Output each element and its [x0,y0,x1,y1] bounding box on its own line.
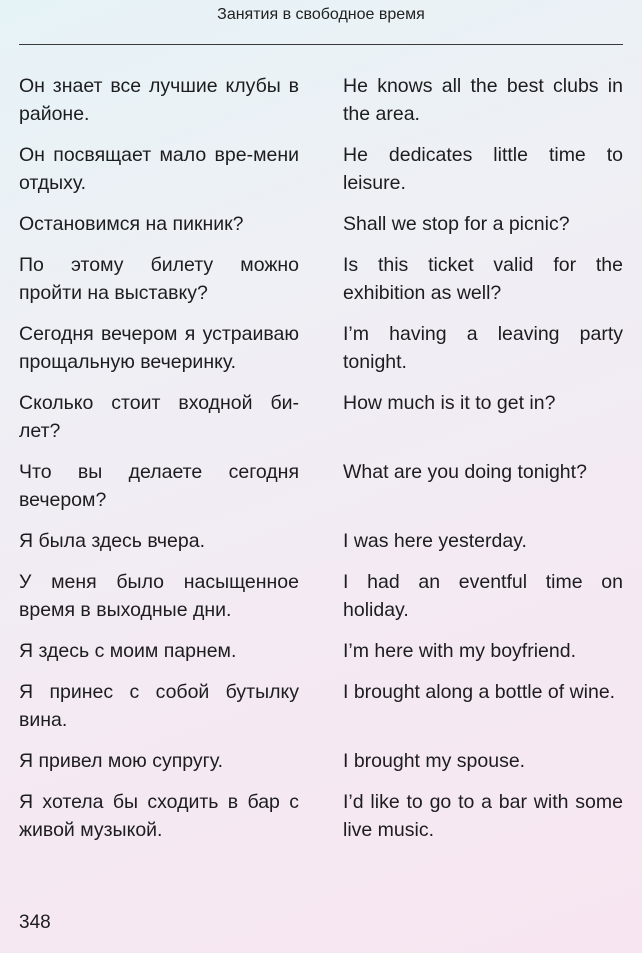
phrase-row [19,141,623,197]
phrase-row [19,568,623,624]
russian-phrase: Сколько стоит входной би-лет? [19,392,299,442]
russian-phrase: Он знает все лучшие клубы в районе. [19,75,299,125]
page-header-title: Занятия в свободное время [217,6,425,23]
english-translation: I was here yesterday. [343,530,527,552]
phrase-row [19,389,623,445]
phrase-list [19,72,623,857]
phrase-row [19,320,623,376]
russian-phrase: Я здесь с моим парнем. [19,640,237,662]
english-translation: Shall we stop for a picnic? [343,213,570,235]
russian-phrase: Он посвящает мало вре-мени отдыху. [19,144,299,194]
phrase-row [19,788,623,844]
phrase-row [19,678,623,734]
russian-phrase: У меня было насыщенное время в выходные дни. [19,571,299,621]
english-translation: I brought along a bottle of wine. [343,681,616,703]
russian-phrase: Я привел мою супругу. [19,750,223,772]
english-translation: He dedicates little time to leisure. [343,144,623,194]
phrase-row [19,210,623,238]
english-translation: I brought my spouse. [343,750,526,772]
english-translation: I’m having a leaving party tonight. [343,323,623,373]
english-translation: What are you doing tonight? [343,461,587,483]
russian-phrase: Я была здесь вчера. [19,530,205,552]
phrase-row [19,458,623,514]
phrase-row [19,251,623,307]
english-translation: He knows all the best clubs in the area. [343,75,623,125]
english-translation: I had an eventful time on holiday. [343,571,623,621]
russian-phrase: По этому билету можно пройти на выставку? [19,254,299,304]
russian-phrase: Остановимся на пикник? [19,213,244,235]
english-translation: I’d like to go to a bar with some live music. [343,791,623,841]
header-divider [19,44,623,45]
phrase-row [19,637,623,665]
english-translation: How much is it to get in? [343,392,556,414]
russian-phrase: Что вы делаете сегодня вечером? [19,461,299,511]
russian-phrase: Сегодня вечером я устраиваю прощальную вечеринку. [19,323,299,373]
phrase-row [19,527,623,555]
russian-phrase: Я хотела бы сходить в бар с живой музыкой. [19,791,299,841]
phrase-row [19,747,623,775]
page-number: 348 [19,912,51,933]
russian-phrase: Я принес с собой бутылку вина. [19,681,299,731]
phrase-row [19,72,623,128]
english-translation: Is this ticket valid for the exhibition as well? [343,254,623,304]
english-translation: I’m here with my boyfriend. [343,640,577,662]
